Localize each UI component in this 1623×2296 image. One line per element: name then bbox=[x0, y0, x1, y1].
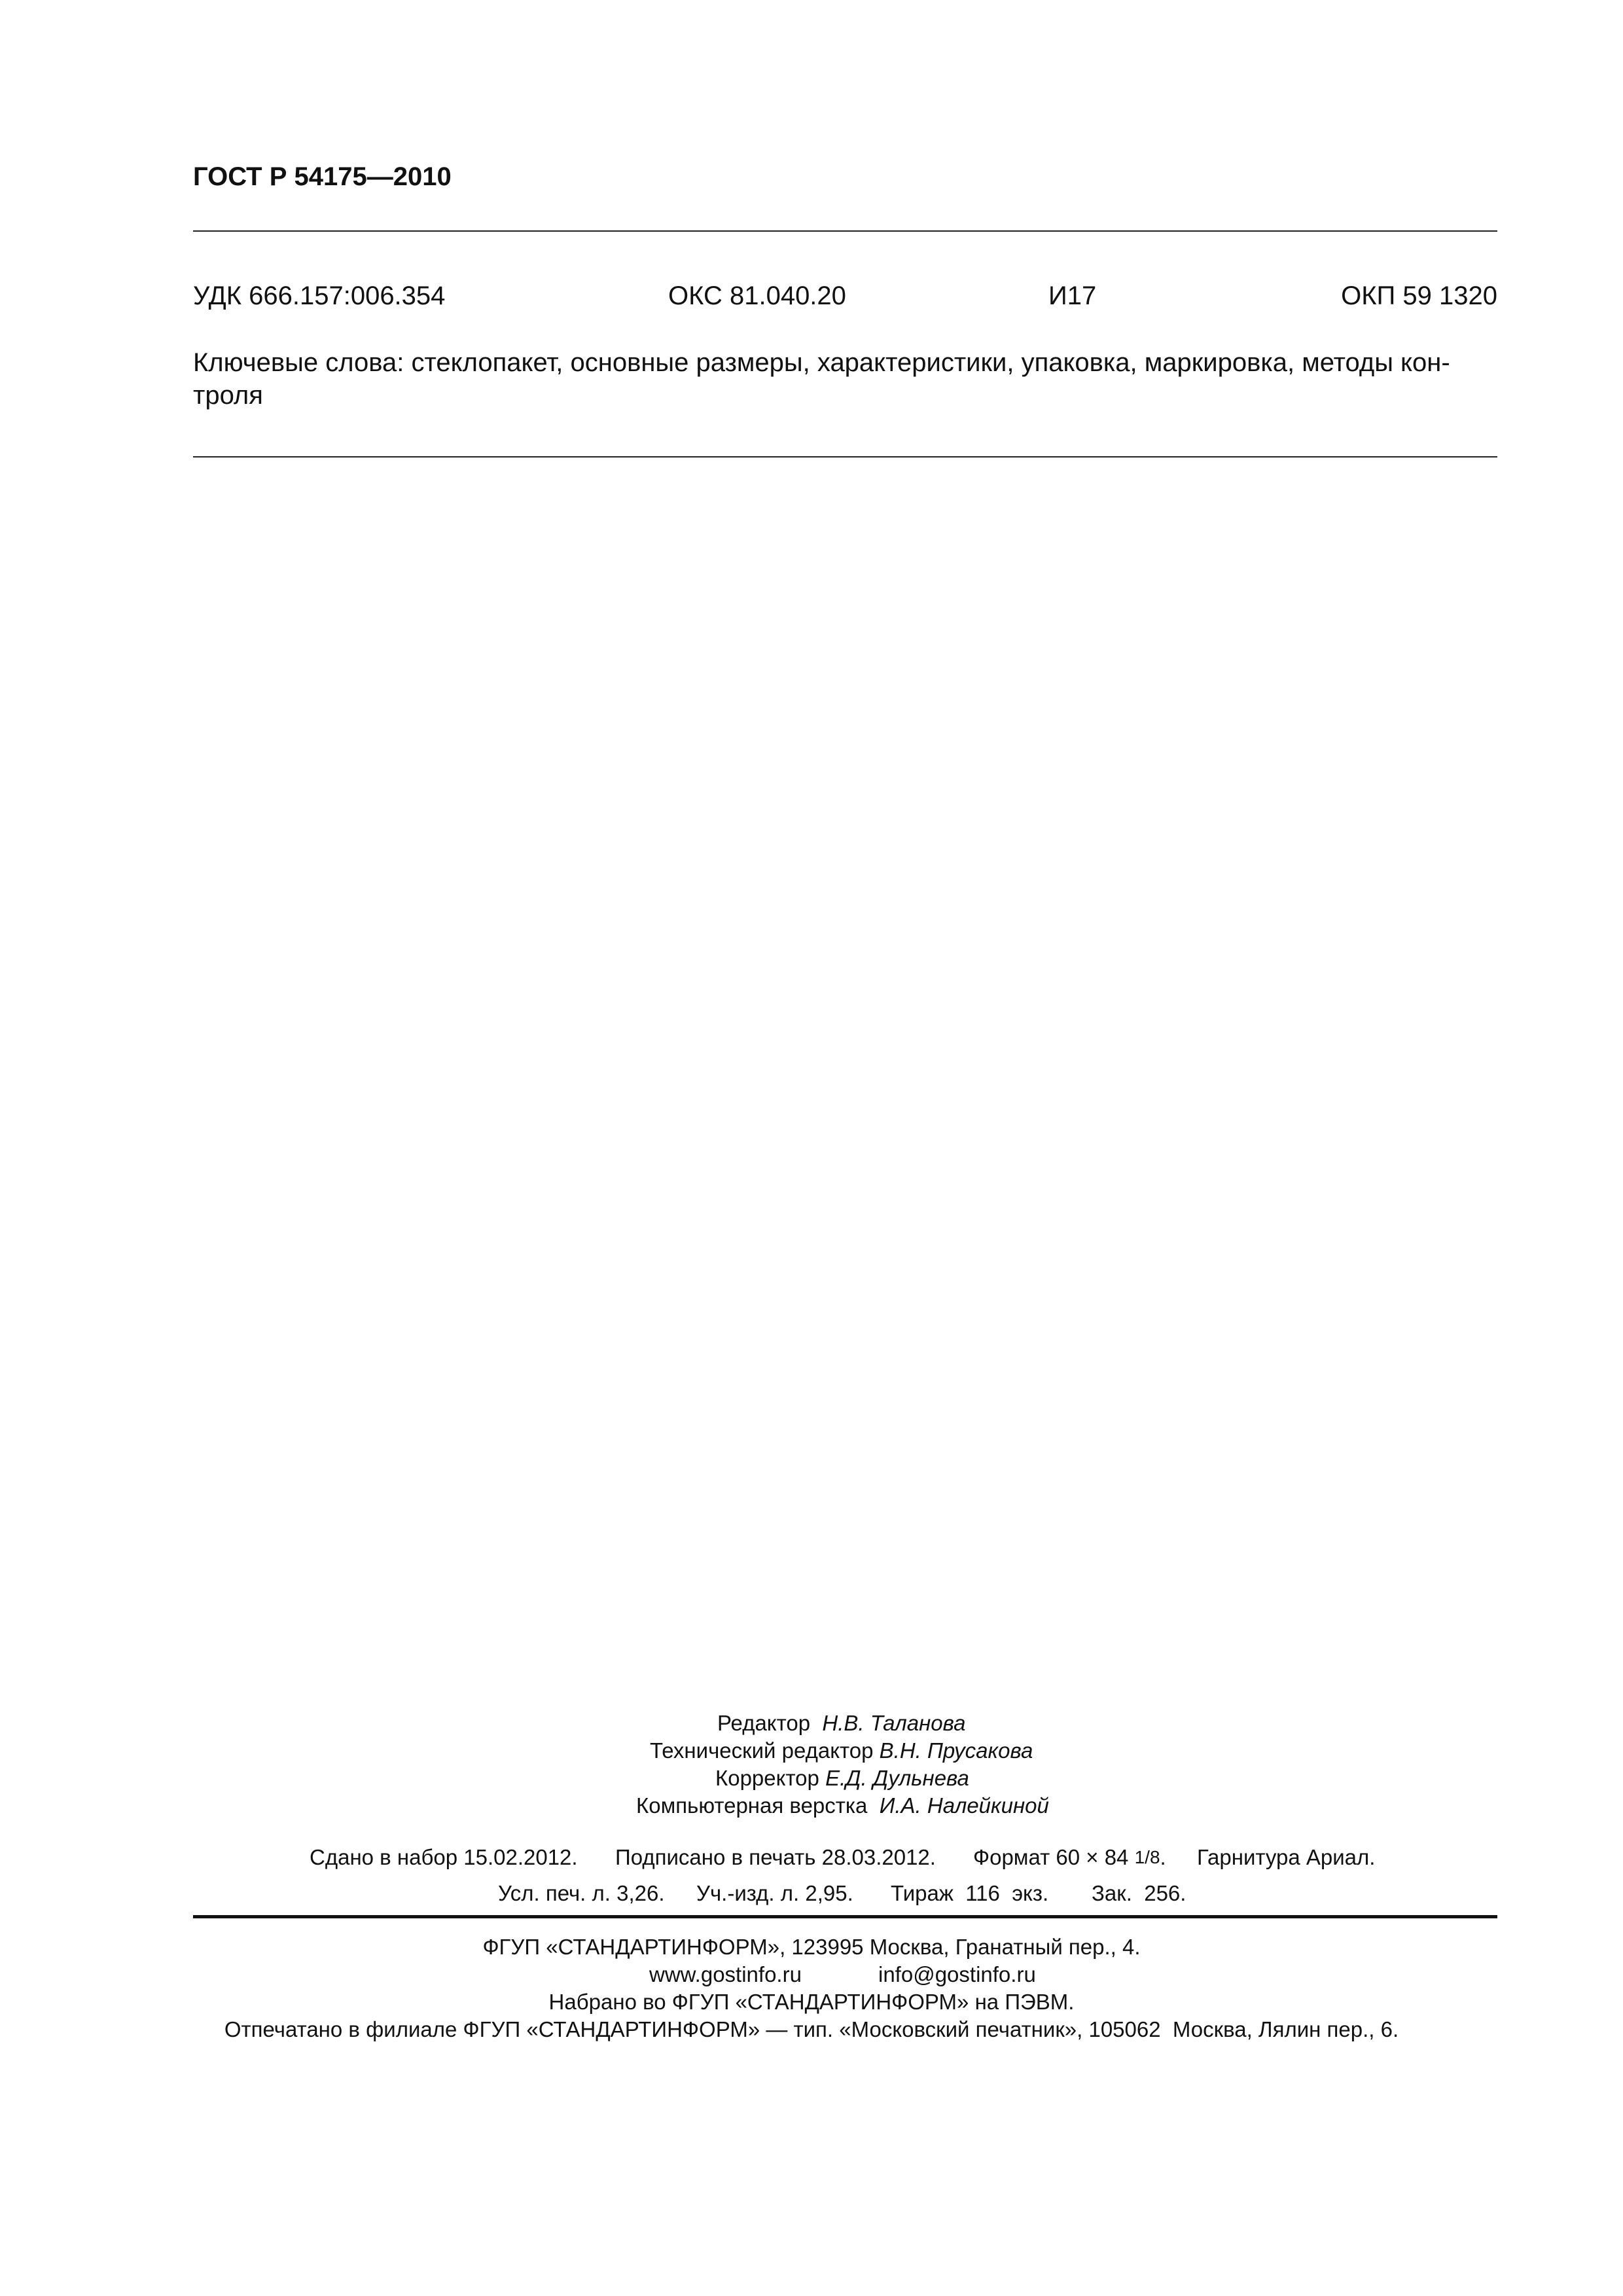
credit-proofreader bbox=[715, 1765, 969, 1791]
credit-role: Компьютерная верстка bbox=[636, 1793, 868, 1818]
publisher-website: www.gostinfo.ru bbox=[649, 1962, 802, 1986]
publisher-typeset: Набрано во ФГУП «СТАНДАРТИНФОРМ» на ПЭВМ. bbox=[548, 1990, 1075, 2014]
imprint-divider bbox=[193, 1915, 1497, 1918]
print-format bbox=[973, 1844, 1166, 1871]
format-fraction: 1/8 bbox=[1134, 1847, 1160, 1868]
credit-person: И.А. Налейкиной bbox=[879, 1793, 1049, 1818]
credit-person: Н.В. Таланова bbox=[822, 1711, 966, 1735]
keywords-divider bbox=[193, 456, 1497, 457]
format-prefix: Формат 60 × 84 bbox=[973, 1845, 1129, 1869]
group-code: И17 bbox=[1048, 281, 1097, 310]
print-uch: Уч.-изд. л. 2,95. bbox=[696, 1881, 853, 1905]
credit-person: В.Н. Прусакова bbox=[879, 1738, 1033, 1763]
credit-tech-editor bbox=[650, 1738, 1033, 1764]
credit-role: Корректор bbox=[715, 1766, 819, 1790]
keywords-line-1: Ключевые слова: стеклопакет, основные размеры, характеристики, упаковка, маркировка, методы кон- bbox=[193, 348, 1450, 377]
print-font: Гарнитура Ариал. bbox=[1197, 1845, 1376, 1869]
credit-role: Технический редактор bbox=[650, 1738, 874, 1763]
credit-editor bbox=[717, 1710, 966, 1736]
print-zak: Зак. 256. bbox=[1092, 1881, 1186, 1905]
credit-layout bbox=[636, 1793, 1049, 1819]
udk-code: УДК 666.157:006.354 bbox=[193, 281, 446, 310]
publisher-address: ФГУП «СТАНДАРТИНФОРМ», 123995 Москва, Гранатный пер., 4. bbox=[482, 1935, 1141, 1959]
publisher-printed: Отпечатано в филиале ФГУП «СТАНДАРТИНФОРМ» — тип. «Московский печатник», 105062 Москва, Лялин пер., 6. bbox=[224, 2017, 1399, 2041]
format-suffix: . bbox=[1160, 1845, 1166, 1869]
print-sent: Сдано в набор 15.02.2012. bbox=[310, 1845, 578, 1869]
publisher-email: info@gostinfo.ru bbox=[878, 1962, 1036, 1986]
header-divider bbox=[193, 230, 1497, 232]
keywords-line-2: троля bbox=[193, 381, 263, 410]
document-code: ГОСТ Р 54175—2010 bbox=[193, 162, 452, 191]
okp-code: ОКП 59 1320 bbox=[1341, 281, 1497, 310]
print-signed: Подписано в печать 28.03.2012. bbox=[615, 1845, 936, 1869]
oks-code: ОКС 81.040.20 bbox=[668, 281, 846, 310]
print-usl: Усл. печ. л. 3,26. bbox=[498, 1881, 665, 1905]
credit-role: Редактор bbox=[717, 1711, 811, 1735]
credit-person: Е.Д. Дульнева bbox=[825, 1766, 969, 1790]
print-tirazh: Тираж 116 экз. bbox=[891, 1881, 1049, 1905]
